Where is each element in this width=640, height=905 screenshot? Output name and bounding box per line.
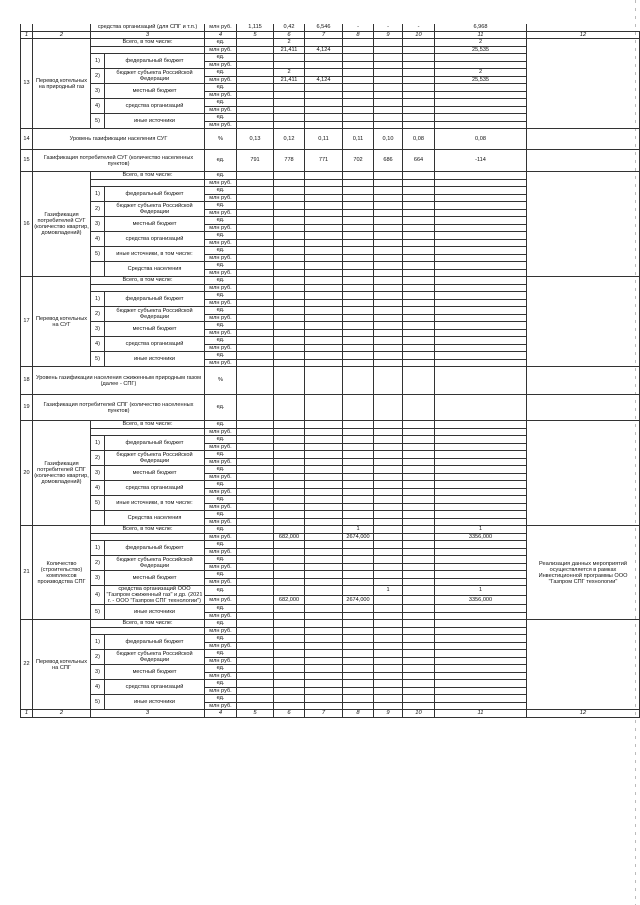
row-19 — [21, 395, 640, 421]
value-cell: 25,535 — [435, 76, 527, 84]
unit-cell: % — [205, 367, 237, 395]
source-label: федеральный бюджет — [105, 436, 205, 451]
unit-cell: млн руб. — [205, 443, 237, 451]
source-label: иные источники — [105, 114, 205, 129]
unit-cell: млн руб. — [205, 672, 237, 680]
value-cell: 6,546 — [305, 24, 343, 31]
unit-cell: ед. — [205, 277, 237, 285]
value-cell: 0,42 — [274, 24, 305, 31]
source-label: Всего, в том числе: — [91, 526, 205, 534]
row-13 — [21, 39, 640, 47]
col-number: 10 — [403, 710, 435, 718]
col-number: 11 — [435, 31, 527, 39]
unit-cell: млн руб. — [205, 595, 237, 605]
unit-cell: млн руб. — [205, 179, 237, 187]
document-sheet — [20, 24, 640, 718]
unit-cell: млн руб. — [205, 702, 237, 710]
sub-number: 1) — [91, 292, 105, 307]
unit-cell: ед. — [205, 451, 237, 459]
unit-cell: ед. — [205, 586, 237, 596]
row-20 — [21, 421, 640, 429]
sub-number: 5) — [91, 605, 105, 620]
unit-cell: ед. — [205, 421, 237, 429]
value-cell: 0,08 — [435, 129, 527, 150]
unit-cell: млн руб. — [205, 299, 237, 307]
source-label: иные источники — [105, 695, 205, 710]
source-label: иные источники — [105, 352, 205, 367]
unit-cell: ед. — [205, 526, 237, 534]
source-label: Средства населения — [105, 511, 205, 526]
unit-cell: ед. — [205, 665, 237, 673]
unit-cell: млн руб. — [205, 627, 237, 635]
row-title: Газификация потребителей СПГ (количество населенных пунктов) — [33, 395, 205, 421]
col-number: 7 — [305, 31, 343, 39]
unit-cell: млн руб. — [205, 533, 237, 541]
source-label: средства организаций — [105, 680, 205, 695]
sub-number: 4) — [91, 586, 105, 605]
col-number: 5 — [237, 31, 274, 39]
source-label: иные источники, в том числе: — [105, 496, 205, 511]
value-cell: -114 — [435, 150, 527, 172]
unit-cell: млн руб. — [205, 314, 237, 322]
sub-number: 4) — [91, 99, 105, 114]
col-number: 8 — [343, 710, 374, 718]
unit-cell: млн руб. — [205, 687, 237, 695]
carryover-row — [21, 24, 640, 31]
value-cell: 1 — [435, 526, 527, 534]
row-number: 13 — [21, 39, 33, 129]
sub-number: 2) — [91, 69, 105, 84]
unit-cell: ед. — [205, 232, 237, 240]
unit-cell: ед. — [205, 172, 237, 180]
unit-cell: млн руб. — [205, 284, 237, 292]
unit-cell: ед. — [205, 247, 237, 255]
source-label: местный бюджет — [105, 84, 205, 99]
sub-number: 2) — [91, 451, 105, 466]
col-number: 6 — [274, 31, 305, 39]
unit-cell: ед. — [205, 436, 237, 444]
source-label: Всего, в том числе: — [91, 620, 205, 628]
unit-cell: млн руб. — [205, 121, 237, 129]
unit-cell: ед. — [205, 39, 237, 47]
value-cell: 682,000 — [274, 533, 305, 541]
value-cell: 3356,000 — [435, 595, 527, 605]
col-number: 8 — [343, 31, 374, 39]
unit-cell: ед. — [205, 650, 237, 658]
source-label: Всего, в том числе: — [91, 39, 205, 47]
col-number: 2 — [33, 31, 91, 39]
unit-cell: ед. — [205, 114, 237, 122]
row-title: Перевод котельных на СУГ — [33, 277, 91, 367]
unit-cell: млн руб. — [205, 473, 237, 481]
unit-cell: ед. — [205, 292, 237, 300]
value-cell: 4,124 — [305, 46, 343, 54]
source-label: местный бюджет — [105, 217, 205, 232]
unit-cell: млн руб. — [205, 612, 237, 620]
source-label: средства организаций ООО "Газпром сжиженный газ" и др. (2021 г. - ООО "Газпром СПГ технологии") — [105, 586, 205, 605]
row-16 — [21, 172, 640, 180]
unit-cell: млн руб. — [205, 61, 237, 69]
sub-number: 3) — [91, 84, 105, 99]
sub-number: 2) — [91, 556, 105, 571]
sub-number: 3) — [91, 322, 105, 337]
unit-cell: млн руб. — [205, 254, 237, 262]
source-label: местный бюджет — [105, 571, 205, 586]
row-14 — [21, 129, 640, 150]
unit-cell: ед. — [205, 395, 237, 421]
value-cell: 2 — [274, 39, 305, 47]
row-17 — [21, 277, 640, 285]
unit-cell: млн руб. — [205, 194, 237, 202]
sub-number: 4) — [91, 232, 105, 247]
unit-cell: ед. — [205, 307, 237, 315]
unit-cell: млн руб. — [205, 428, 237, 436]
value-cell: 1 — [435, 586, 527, 596]
sub-number: 1) — [91, 541, 105, 556]
unit-cell: % — [205, 129, 237, 150]
row-number: 21 — [21, 526, 33, 620]
col-number: 12 — [527, 31, 640, 39]
value-cell: - — [343, 24, 374, 31]
col-number: 5 — [237, 710, 274, 718]
source-label: средства организаций — [105, 232, 205, 247]
unit-cell: ед. — [205, 481, 237, 489]
value-cell: 2 — [435, 69, 527, 77]
source-label: бюджет субъекта Российской Федерации — [105, 202, 205, 217]
col-number: 11 — [435, 710, 527, 718]
unit-cell: млн руб. — [205, 209, 237, 217]
source-label: федеральный бюджет — [105, 541, 205, 556]
value-cell: 2674,000 — [343, 595, 374, 605]
source-label: бюджет субъекта Российской Федерации — [105, 69, 205, 84]
source-label: федеральный бюджет — [105, 635, 205, 650]
value-cell: 25,535 — [435, 46, 527, 54]
unit-cell: ед. — [205, 322, 237, 330]
sub-number: 4) — [91, 481, 105, 496]
row-title: Газификация потребителей СПГ (количество квартир, домовладений) — [33, 421, 91, 526]
source-label: бюджет субъекта Российской Федерации — [105, 650, 205, 665]
source-label: Всего, в том числе: — [91, 421, 205, 429]
implementation-note: Реализация данных мероприятий осуществляется в рамках Инвестиционной программы ООО "Газпром СПГ технологии" — [527, 526, 640, 620]
row-title: Перевод котельных на природный газ — [33, 39, 91, 129]
col-number: 7 — [305, 710, 343, 718]
col-number: 9 — [374, 31, 403, 39]
value-cell: 664 — [403, 150, 435, 172]
value-cell: 778 — [274, 150, 305, 172]
unit-cell: ед. — [205, 262, 237, 270]
source-label: местный бюджет — [105, 466, 205, 481]
value-cell: 682,000 — [274, 595, 305, 605]
unit-cell: млн руб. — [205, 642, 237, 650]
unit-cell: ед. — [205, 605, 237, 613]
unit-cell: ед. — [205, 680, 237, 688]
unit-cell: млн руб. — [205, 344, 237, 352]
unit-cell: млн руб. — [205, 269, 237, 277]
unit-cell: ед. — [205, 150, 237, 172]
source-label: Всего, в том числе: — [91, 172, 205, 180]
row-18 — [21, 367, 640, 395]
unit-cell: млн руб. — [205, 503, 237, 511]
col-number: 1 — [21, 31, 33, 39]
col-number: 12 — [527, 710, 640, 718]
value-cell: - — [403, 24, 435, 31]
unit-cell: ед. — [205, 541, 237, 549]
col-number: 4 — [205, 710, 237, 718]
unit-cell: ед. — [205, 84, 237, 92]
value-cell: 1,115 — [237, 24, 274, 31]
row-number: 15 — [21, 150, 33, 172]
unit-cell: ед. — [205, 69, 237, 77]
source-label: средства организаций — [105, 99, 205, 114]
unit-cell: ед. — [205, 54, 237, 62]
column-number-row-bottom — [21, 710, 640, 718]
sub-number: 2) — [91, 307, 105, 322]
unit-cell: ед. — [205, 620, 237, 628]
col-number: 1 — [21, 710, 33, 718]
col-number: 3 — [91, 710, 205, 718]
column-number-row — [21, 31, 640, 39]
sub-number: 5) — [91, 496, 105, 511]
source-label: средства организаций — [105, 481, 205, 496]
sub-number: 5) — [91, 352, 105, 367]
col-number: 9 — [374, 710, 403, 718]
unit-cell: ед. — [205, 496, 237, 504]
value-cell: 6,968 — [435, 24, 527, 31]
value-cell: 0,10 — [374, 129, 403, 150]
unit-cell: млн руб. — [205, 106, 237, 114]
value-cell: 0,11 — [305, 129, 343, 150]
value-cell: 1 — [343, 526, 374, 534]
row-15 — [21, 150, 640, 172]
source-label: бюджет субъекта Российской Федерации — [105, 556, 205, 571]
value-cell: 0,08 — [403, 129, 435, 150]
sub-number: 5) — [91, 114, 105, 129]
row-title: Газификация потребителей СУГ (количество квартир, домовладений) — [33, 172, 91, 277]
source-label: местный бюджет — [105, 322, 205, 337]
sub-number: 2) — [91, 202, 105, 217]
source-label: бюджет субъекта Российской Федерации — [105, 307, 205, 322]
row-number: 19 — [21, 395, 33, 421]
gasification-table — [20, 24, 640, 718]
source-label: местный бюджет — [105, 665, 205, 680]
source-label: бюджет субъекта Российской Федерации — [105, 451, 205, 466]
value-cell: 4,124 — [305, 76, 343, 84]
value-cell: 686 — [374, 150, 403, 172]
source-label: Всего, в том числе: — [91, 277, 205, 285]
value-cell: 1 — [374, 586, 403, 596]
row-title: Перевод котельных на СПГ — [33, 620, 91, 710]
row-title: Газификация потребителей СУГ (количество населенных пунктов) — [33, 150, 205, 172]
unit-cell: ед. — [205, 352, 237, 360]
col-number: 6 — [274, 710, 305, 718]
unit-cell: ед. — [205, 511, 237, 519]
sub-number: 4) — [91, 337, 105, 352]
value-cell: - — [374, 24, 403, 31]
unit-cell: млн руб. — [205, 239, 237, 247]
source-label: иные источники, в том числе: — [105, 247, 205, 262]
value-cell: 21,411 — [274, 46, 305, 54]
source-label: средства организаций — [105, 337, 205, 352]
unit-cell: млн руб. — [205, 488, 237, 496]
row-number: 14 — [21, 129, 33, 150]
col-number: 3 — [91, 31, 205, 39]
row-number: 17 — [21, 277, 33, 367]
sub-number: 1) — [91, 635, 105, 650]
col-number: 4 — [205, 31, 237, 39]
unit-cell: ед. — [205, 571, 237, 579]
unit-cell: ед. — [205, 202, 237, 210]
row-title: Уровень газификации населения сжиженным природным газом (далее - СПГ) — [33, 367, 205, 395]
unit-cell: млн руб. — [205, 548, 237, 556]
value-cell: 0,12 — [274, 129, 305, 150]
sub-number: 3) — [91, 217, 105, 232]
sub-number: 3) — [91, 571, 105, 586]
unit-cell: ед. — [205, 466, 237, 474]
source-label: федеральный бюджет — [105, 187, 205, 202]
value-cell: 2674,000 — [343, 533, 374, 541]
row-title: Уровень газификации населения СУГ — [33, 129, 205, 150]
carryover-label: средства организаций (для СПГ и т.п.) — [91, 24, 205, 31]
source-label: Средства населения — [105, 262, 205, 277]
unit-cell: ед. — [205, 695, 237, 703]
row-number: 16 — [21, 172, 33, 277]
value-cell: 2 — [435, 39, 527, 47]
source-label: иные источники — [105, 605, 205, 620]
value-cell: 771 — [305, 150, 343, 172]
value-cell: 3356,000 — [435, 533, 527, 541]
value-cell: 2 — [274, 69, 305, 77]
value-cell: 0,13 — [237, 129, 274, 150]
unit-cell: млн руб. — [205, 224, 237, 232]
source-label: федеральный бюджет — [105, 54, 205, 69]
col-number: 10 — [403, 31, 435, 39]
sub-number: 3) — [91, 665, 105, 680]
unit-cell: млн руб. — [205, 563, 237, 571]
sub-number: 4) — [91, 680, 105, 695]
sub-number: 5) — [91, 695, 105, 710]
unit-cell: млн руб. — [205, 46, 237, 54]
unit-cell: млн руб. — [205, 91, 237, 99]
sub-number: 1) — [91, 54, 105, 69]
col-number: 2 — [33, 710, 91, 718]
value-cell: 21,411 — [274, 76, 305, 84]
row-22 — [21, 620, 640, 628]
unit-cell: млн руб. — [205, 657, 237, 665]
unit-cell: млн руб. — [205, 578, 237, 586]
row-number: 18 — [21, 367, 33, 395]
sub-number: 3) — [91, 466, 105, 481]
unit-cell: млн руб. — [205, 24, 237, 31]
unit-cell: млн руб. — [205, 329, 237, 337]
unit-cell: ед. — [205, 99, 237, 107]
row-number: 20 — [21, 421, 33, 526]
row-title: Количество (строительство) комплексов производства СПГ — [33, 526, 91, 620]
unit-cell: ед. — [205, 187, 237, 195]
value-cell: 0,11 — [343, 129, 374, 150]
unit-cell: ед. — [205, 635, 237, 643]
sub-number: 2) — [91, 650, 105, 665]
sub-number: 5) — [91, 247, 105, 262]
value-cell: 702 — [343, 150, 374, 172]
unit-cell: ед. — [205, 556, 237, 564]
sub-number: 1) — [91, 436, 105, 451]
unit-cell: ед. — [205, 337, 237, 345]
unit-cell: млн руб. — [205, 76, 237, 84]
row-number: 22 — [21, 620, 33, 710]
unit-cell: млн руб. — [205, 359, 237, 367]
unit-cell: млн руб. — [205, 518, 237, 526]
unit-cell: ед. — [205, 217, 237, 225]
unit-cell: млн руб. — [205, 458, 237, 466]
source-label: федеральный бюджет — [105, 292, 205, 307]
value-cell: 791 — [237, 150, 274, 172]
sub-number: 1) — [91, 187, 105, 202]
row-21 — [21, 526, 640, 534]
